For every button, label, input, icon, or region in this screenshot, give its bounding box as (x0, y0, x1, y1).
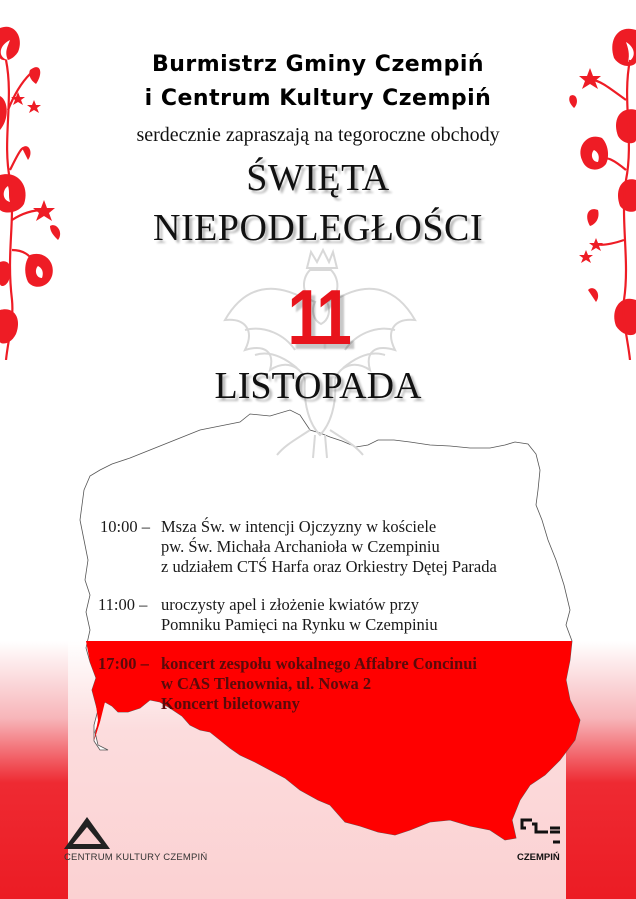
program-line: pw. Św. Michała Archanioła w Czempiniu (161, 537, 440, 556)
organizers-line-1: Burmistrz Gminy Czempiń (151, 52, 485, 77)
program-line: Pomniku Pamięci na Rynku w Czempiniu (161, 615, 438, 634)
logo-centrum-kultury: CENTRUM KULTURY CZEMPIŃ (64, 852, 208, 863)
title-line-2: NIEPODLEGŁOŚCI (153, 207, 483, 249)
program-time: 17:00 – (98, 654, 149, 673)
program-line: Msza Św. w intencji Ojczyzny w kościele (161, 517, 437, 536)
program-line: z udziałem CTŚ Harfa oraz Orkiestry Dętej Parada (161, 557, 497, 576)
program-item-1 (100, 517, 497, 577)
program-time: 11:00 – (98, 595, 148, 614)
title-line-1: ŚWIĘTA (246, 157, 390, 199)
program-item-3 (98, 654, 477, 714)
date-month: LISTOPADA (214, 365, 422, 407)
logo-czempin: CZEMPIŃ (517, 852, 560, 863)
invitation-text: serdecznie zapraszają na tegoroczne obchody (136, 124, 500, 146)
czempin-logo-icon (520, 818, 566, 848)
program-line: uroczysty apel i złożenie kwiatów przy (161, 595, 419, 614)
program-time: 10:00 – (100, 517, 150, 536)
program-line: koncert zespołu wokalnego Affabre Concinui (161, 654, 477, 673)
organizers-line-2: i Centrum Kultury Czempiń (144, 86, 492, 111)
program-item-2 (98, 595, 438, 635)
program-line: w CAS Tlenownia, ul. Nowa 2 (161, 674, 372, 693)
program-line: Koncert biletowany (161, 694, 300, 713)
triangle-logo-icon (64, 817, 110, 849)
date-day: 11 (287, 273, 349, 361)
